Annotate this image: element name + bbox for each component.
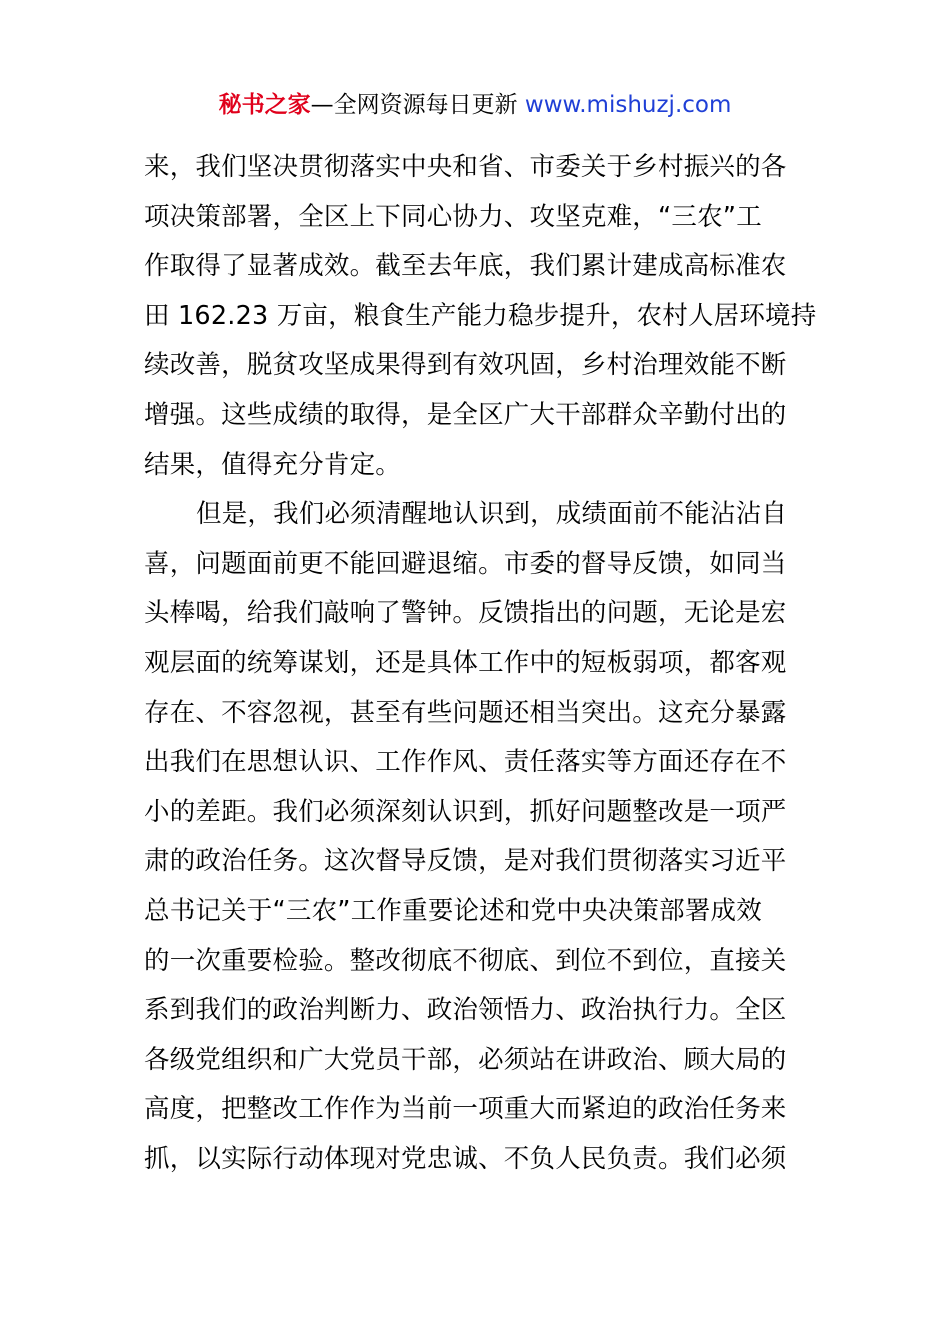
paragraph-start-line: 但是，我们必须清醒地认识到，成绩面前不能沾沾自 (196, 499, 788, 530)
text-line: 项决策部署，全区上下同心协力、攻坚克难，“三农”工 (144, 201, 762, 232)
text-line: 作取得了显著成效。截至去年底，我们累计建成高标准农 (144, 251, 787, 282)
text-line: 肃的政治任务。这次督导反馈，是对我们贯彻落实习近平 (144, 846, 787, 877)
text-line: 抓，以实际行动体现对党忠诚、不负人民负责。我们必须 (144, 1143, 787, 1174)
text-line: 头棒喝，给我们敲响了警钟。反馈指出的问题，无论是宏 (144, 598, 787, 629)
site-header (0, 88, 950, 122)
text-line: 喜，问题面前更不能回避退缩。市委的督导反馈，如同当 (144, 548, 787, 579)
text-line: 系到我们的政治判断力、政治领悟力、政治执行力。全区 (144, 995, 787, 1026)
text-line: 总书记关于“三农”工作重要论述和党中央决策部署成效 (144, 895, 762, 926)
site-tagline: —全网资源每日更新 (310, 92, 525, 118)
text-line: 的一次重要检验。整改彻底不彻底、到位不到位，直接关 (144, 945, 787, 976)
text-line: 结果，值得充分肯定。 (144, 449, 402, 480)
text-line: 存在、不容忽视，甚至有些问题还相当突出。这充分暴露 (144, 697, 787, 728)
text-line: 增强。这些成绩的取得，是全区广大干部群众辛勤付出的 (144, 399, 787, 430)
text-line: 田 162.23 万亩，粮食生产能力稳步提升，农村人居环境持 (144, 300, 817, 331)
text-line: 续改善，脱贫攻坚成果得到有效巩固，乡村治理效能不断 (144, 350, 787, 381)
text-line: 高度，把整改工作作为当前一项重大而紧迫的政治任务来 (144, 1094, 787, 1125)
text-line: 观层面的统筹谋划，还是具体工作中的短板弱项，都客观 (144, 647, 787, 678)
text-line: 各级党组织和广大党员干部，必须站在讲政治、顾大局的 (144, 1044, 787, 1075)
body-text (144, 143, 817, 1184)
text-line: 出我们在思想认识、工作作风、责任落实等方面还存在不 (144, 747, 787, 778)
site-url-link[interactable]: www.mishuzj.com (524, 92, 732, 118)
text-line: 小的差距。我们必须深刻认识到，抓好问题整改是一项严 (144, 796, 787, 827)
text-line: 来，我们坚决贯彻落实中央和省、市委关于乡村振兴的各 (144, 152, 787, 182)
site-brand: 秘书之家 (218, 92, 311, 118)
